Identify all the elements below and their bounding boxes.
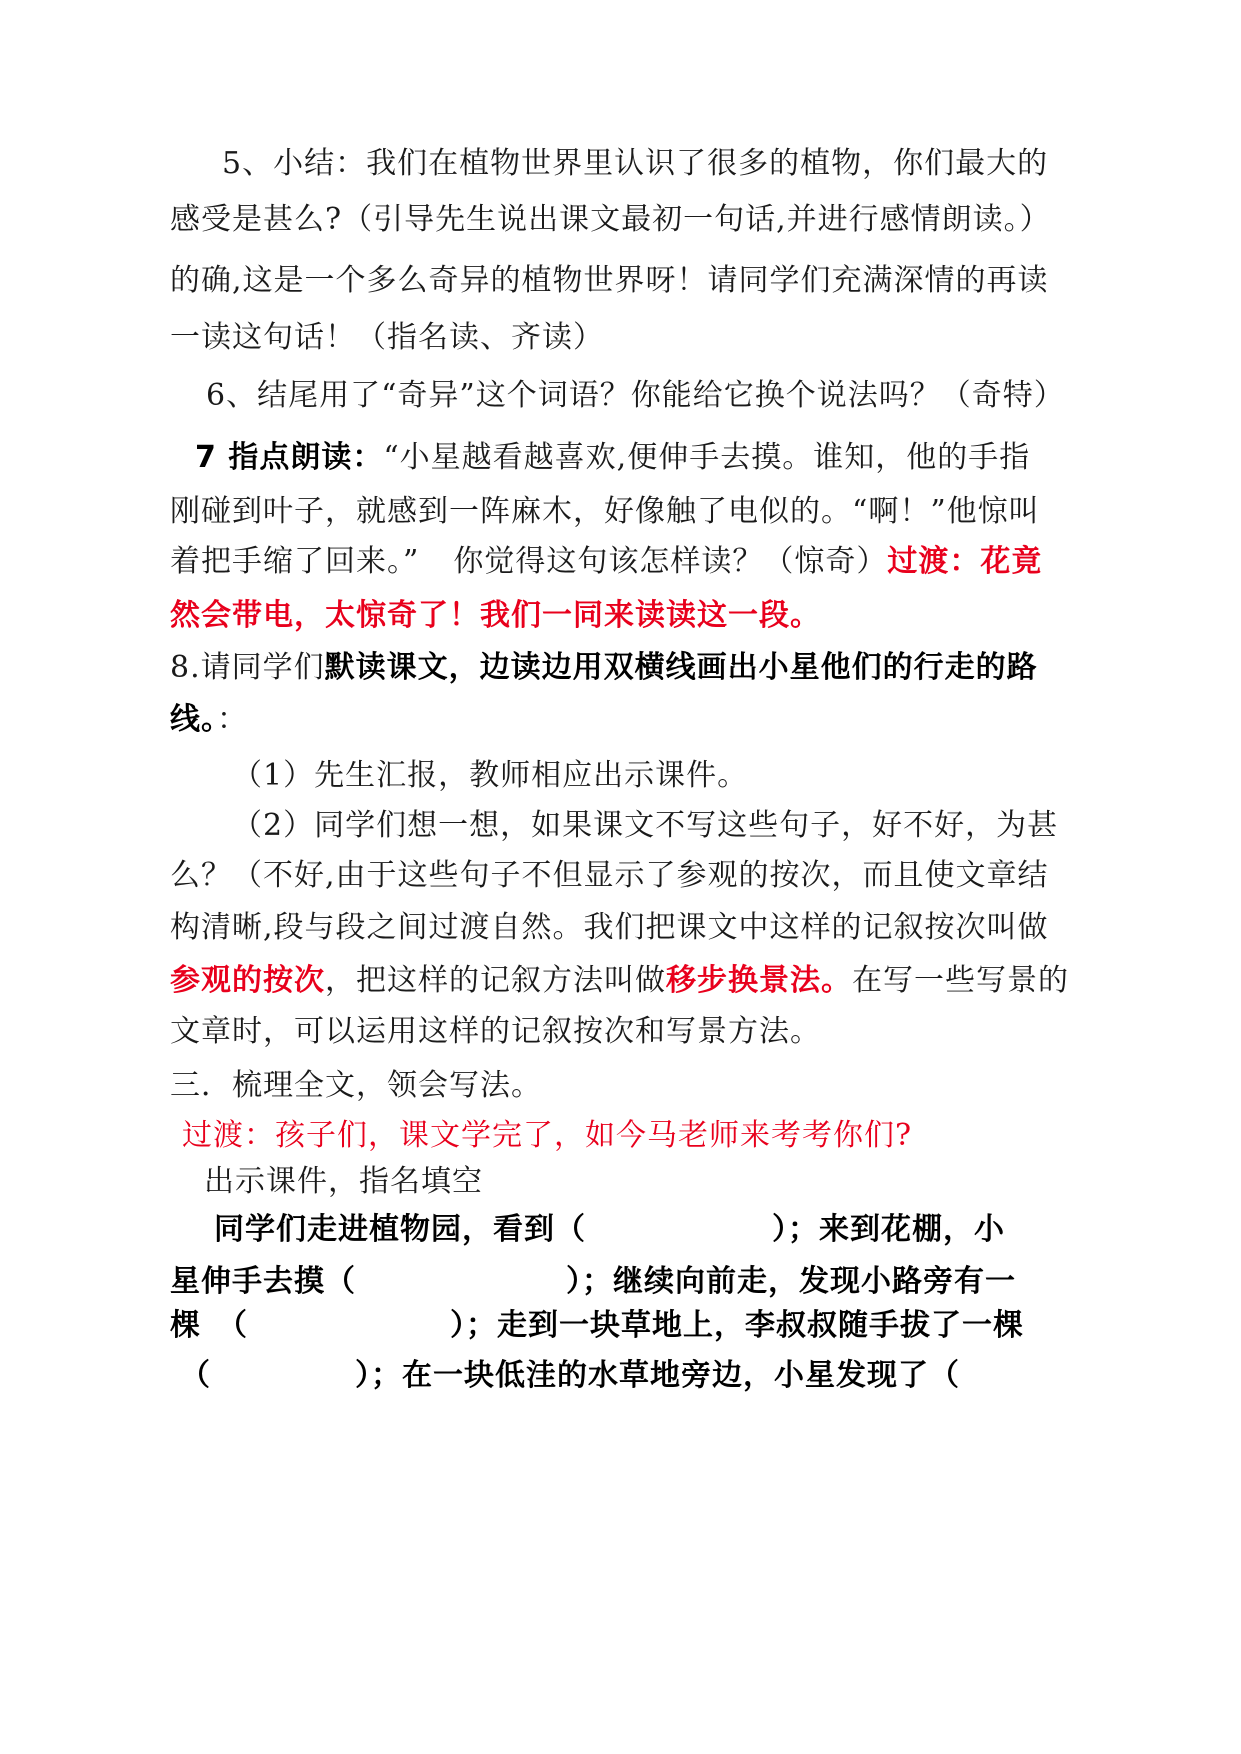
section7-line2: 刚碰到叶子，就感到一阵麻木，好像触了电似的。“啊！”他惊叫 <box>170 494 1040 529</box>
fill-line3 <box>170 1306 1024 1346</box>
fill-line1-end: ）；来到花棚，小 <box>772 1212 1005 1247</box>
section7-label: 7 指点朗读： <box>195 440 384 475</box>
fill-line4 <box>180 1356 960 1396</box>
section7-line3 <box>170 542 1042 582</box>
section3-instruction: 出示课件，指名填空 <box>204 1164 483 1199</box>
term-visit-order: 参观的按次 <box>170 963 325 998</box>
section8-prefix: 8.请同学们 <box>170 650 325 685</box>
section7-line1-text: “小星越看越喜欢,便伸手去摸。谁知，他的手指 <box>383 440 1031 475</box>
fill-line1 <box>214 1210 1005 1250</box>
fill-line3-start: 棵 （ <box>170 1308 248 1343</box>
section7-line3-quote: 着把手缩了回来。” <box>170 544 420 579</box>
fill-line1-start: 同学们走进植物园，看到（ <box>214 1212 586 1247</box>
section8-colon: ： <box>217 702 248 737</box>
section8-sub2-line4-mid: ，把这样的记叙方法叫做 <box>325 963 666 998</box>
section8-sub2-line2: 么？（不好,由于这些句子不但显示了参观的按次，而且使文章结 <box>170 858 1049 893</box>
fill-line2-start: 星伸手去摸（ <box>170 1264 356 1299</box>
fill-line2-end: ）；继续向前走，发现小路旁有一 <box>566 1264 1016 1299</box>
section8-bold-end: 线。 <box>170 702 217 737</box>
section8-line2 <box>170 700 248 740</box>
fill-line3-end: ）；走到一块草地上，李叔叔随手拔了一棵 <box>450 1308 1024 1343</box>
section7-line3-question: 你觉得这句该怎样读？（惊奇） <box>453 544 888 579</box>
fill-line2 <box>170 1262 1016 1302</box>
section8-sub2-line4-end: 在写一些写景的 <box>852 963 1069 998</box>
section7-transition-start: 过渡：花竟 <box>887 544 1043 579</box>
section8-sub2-line5: 文章时，可以运用这样的记叙按次和写景方法。 <box>170 1014 821 1049</box>
section3-heading: 三．梳理全文，领会写法。 <box>170 1068 542 1103</box>
section8-line1 <box>170 648 1038 688</box>
section5-line4: 一读这句话！（指名读、齐读） <box>170 320 604 355</box>
fill-line4-start: （ <box>180 1358 211 1393</box>
section5-line3: 的确,这是一个多么奇异的植物世界呀！请同学们充满深情的再读 <box>170 263 1049 298</box>
section5-line2: 感受是甚么?（引导先生说出课文最初一句话,并进行感情朗读。） <box>170 202 1051 237</box>
section3-transition: 过渡：孩子们，课文学完了，如今马老师来考考你们? <box>182 1118 913 1153</box>
section8-sub2-line3: 构清晰,段与段之间过渡自然。我们把课文中这样的记叙按次叫做 <box>170 910 1049 945</box>
section8-sub2-line4 <box>170 961 1069 1001</box>
section7-line1 <box>195 438 1030 478</box>
section8-sub2-line1: （2）同学们想一想，如果课文不写这些句子，好不好，为甚 <box>232 808 1059 843</box>
term-scene-method: 移步换景法。 <box>666 963 852 998</box>
section6-line1: 6、结尾用了“奇异”这个词语？你能给它换个说法吗？（奇特） <box>206 378 1065 413</box>
section8-bold-task: 默读课文，边读边用双横线画出小星他们的行走的路 <box>324 650 1038 685</box>
fill-line4-end: ）；在一块低洼的水草地旁边，小星发现了（ <box>355 1358 960 1393</box>
section8-sub1: （1）先生汇报，教师相应出示课件。 <box>232 758 749 793</box>
section7-transition-end: 然会带电，太惊奇了！我们一同来读读这一段。 <box>170 598 821 633</box>
section5-line1: 5、小结：我们在植物世界里认识了很多的植物，你们最大的 <box>222 146 1049 181</box>
